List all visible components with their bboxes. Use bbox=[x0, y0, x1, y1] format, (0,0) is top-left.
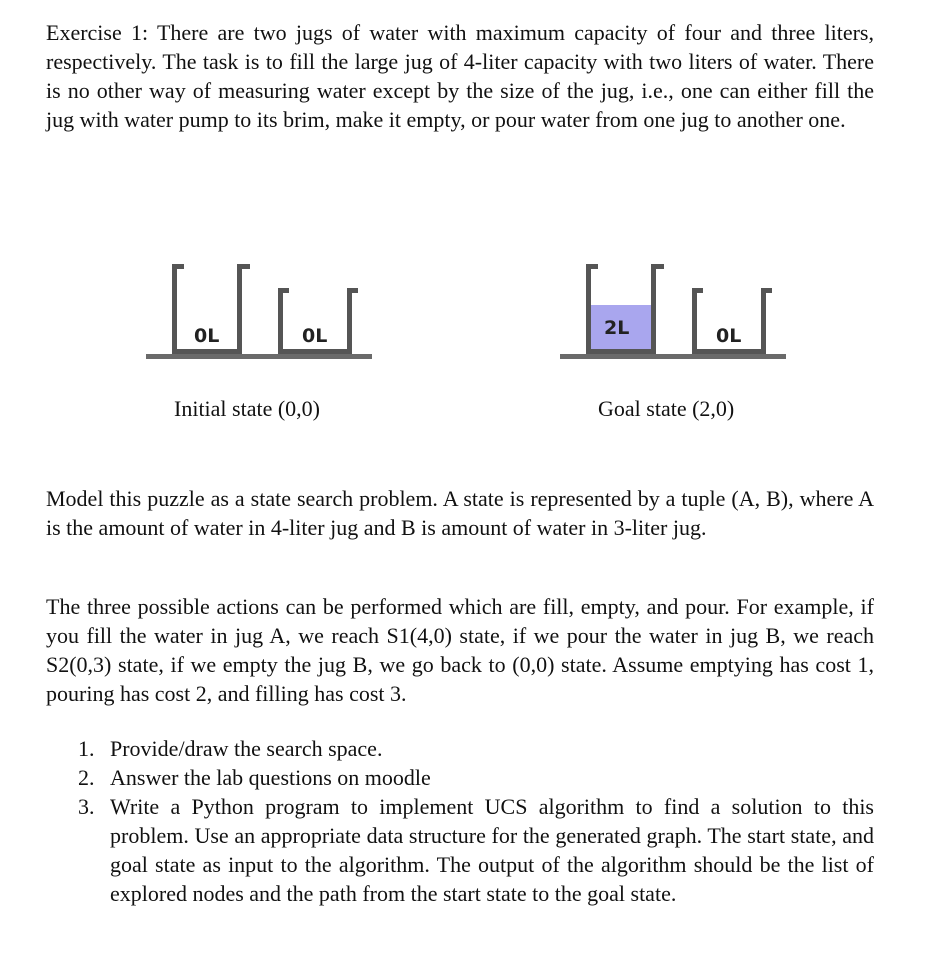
shelf-base bbox=[146, 354, 372, 359]
task-number: 1. bbox=[78, 736, 95, 761]
actions-paragraph: The three possible actions can be performed which are fill, empty, and pour. For example, if you fill the water in jug A, we reach S1(4,0) state, if we pour the water in jug B, we reach S2(0,3) state, if we empty the jug B, we go back to (0,0) state. Assume emptying has cost 1, pouring has cost 2, and filling has cost 3. bbox=[46, 594, 874, 706]
task-number: 3. bbox=[78, 794, 95, 819]
initial-state-figure bbox=[142, 250, 382, 370]
goal-state-caption: Goal state (2,0) bbox=[598, 396, 735, 421]
task-text: Provide/draw the search space. bbox=[110, 736, 383, 761]
task-list bbox=[76, 734, 874, 908]
shelf-base bbox=[560, 354, 786, 359]
task-number: 2. bbox=[78, 765, 95, 790]
jug-b-label: 0L bbox=[716, 325, 742, 347]
task-item bbox=[76, 763, 874, 792]
model-paragraph: Model this puzzle as a state search problem. A state is represented by a tuple (A, B), where A is the amount of water in 4-liter jug and B is amount of water in 3-liter jug. bbox=[46, 486, 874, 540]
task-item bbox=[76, 734, 874, 763]
task-item bbox=[76, 792, 874, 908]
jug-b-label: 0L bbox=[302, 325, 328, 347]
jug-a-label: 0L bbox=[194, 325, 220, 347]
task-text: Write a Python program to implement UCS algorithm to find a solution to this problem. Use an appropriate data structure for the generated graph. The start state, and goal state as input to the algorithm. The output of the algorithm should be the list of explored nodes and the path from the start state to the goal state. bbox=[110, 794, 874, 906]
jug-a-label: 2L bbox=[604, 317, 630, 339]
task-text: Answer the lab questions on moodle bbox=[110, 765, 431, 790]
initial-state-caption: Initial state (0,0) bbox=[174, 396, 321, 421]
exercise-intro-paragraph: Exercise 1: There are two jugs of water with maximum capacity of four and three liters, respectively. The task is to fill the large jug of 4-liter capacity with two liters of water. There is no other way of measuring water except by the size of the jug, i.e., one can either fill the jug with water pump to its brim, make it empty, or pour water from one jug to another one. bbox=[46, 20, 874, 132]
goal-state-figure bbox=[556, 250, 796, 370]
